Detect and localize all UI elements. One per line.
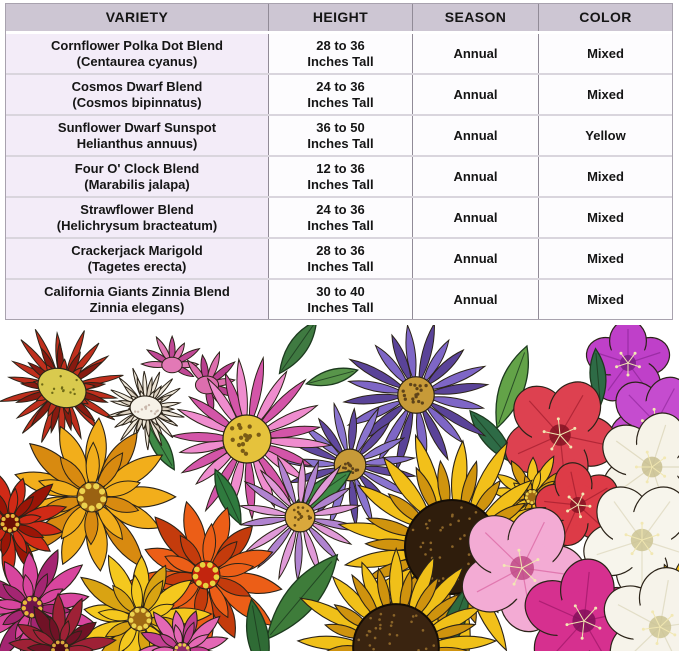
season-value: Annual bbox=[453, 250, 498, 266]
height-unit: Inches Tall bbox=[307, 299, 374, 315]
variety-name: Cosmos Dwarf Blend bbox=[71, 78, 203, 94]
season-value: Annual bbox=[453, 291, 498, 307]
color-cell bbox=[538, 239, 672, 278]
color-cell bbox=[538, 75, 672, 114]
color-cell bbox=[538, 34, 672, 73]
color-cell bbox=[538, 157, 672, 196]
variety-botanical: (Marabilis jalapa) bbox=[84, 176, 190, 192]
variety-botanical: (Centaurea cyanus) bbox=[76, 53, 198, 69]
season-value: Annual bbox=[453, 45, 498, 61]
header-variety bbox=[6, 4, 268, 31]
table-row bbox=[6, 155, 672, 196]
height-cell bbox=[268, 116, 412, 155]
header-season bbox=[412, 4, 538, 31]
table-row bbox=[6, 278, 672, 319]
color-value: Mixed bbox=[587, 86, 624, 102]
height-range: 28 to 36 bbox=[316, 242, 365, 258]
height-unit: Inches Tall bbox=[307, 135, 374, 151]
variety-name: Cornflower Polka Dot Blend bbox=[51, 37, 223, 53]
flower-leaf bbox=[306, 368, 357, 385]
season-cell bbox=[412, 75, 538, 114]
height-cell bbox=[268, 34, 412, 73]
header-height bbox=[268, 4, 412, 31]
variety-cell bbox=[6, 157, 268, 196]
variety-botanical: (Cosmos bipinnatus) bbox=[72, 94, 202, 110]
height-unit: Inches Tall bbox=[307, 53, 374, 69]
season-cell bbox=[412, 198, 538, 237]
color-value: Mixed bbox=[587, 168, 624, 184]
height-range: 28 to 36 bbox=[316, 37, 365, 53]
season-cell bbox=[412, 239, 538, 278]
table-row bbox=[6, 114, 672, 155]
color-value: Mixed bbox=[587, 209, 624, 225]
variety-name: Sunflower Dwarf Sunspot bbox=[57, 119, 217, 135]
variety-botanical: Helianthus annuus) bbox=[76, 135, 198, 151]
height-range: 12 to 36 bbox=[316, 160, 365, 176]
color-value: Mixed bbox=[587, 45, 624, 61]
height-cell bbox=[268, 157, 412, 196]
header-color bbox=[538, 4, 672, 31]
season-value: Annual bbox=[453, 86, 498, 102]
variety-cell bbox=[6, 116, 268, 155]
flower-leaf bbox=[279, 325, 316, 373]
flower-garden-illustration bbox=[0, 325, 679, 651]
variety-botanical: (Tagetes erecta) bbox=[87, 258, 187, 274]
variety-name: Four O' Clock Blend bbox=[74, 160, 200, 176]
header-height-label: HEIGHT bbox=[312, 8, 369, 25]
season-value: Annual bbox=[453, 168, 498, 184]
color-value: Yellow bbox=[585, 127, 626, 143]
height-unit: Inches Tall bbox=[307, 94, 374, 110]
variety-cell bbox=[6, 239, 268, 278]
variety-cell bbox=[6, 75, 268, 114]
table-row bbox=[6, 237, 672, 278]
variety-cell bbox=[6, 34, 268, 73]
table-row bbox=[6, 73, 672, 114]
table-row bbox=[6, 196, 672, 237]
height-unit: Inches Tall bbox=[307, 176, 374, 192]
height-unit: Inches Tall bbox=[307, 217, 374, 233]
height-cell bbox=[268, 280, 412, 319]
height-cell bbox=[268, 75, 412, 114]
header-variety-label: VARIETY bbox=[105, 8, 169, 25]
header-season-label: SEASON bbox=[444, 8, 507, 25]
height-range: 24 to 36 bbox=[316, 201, 365, 217]
variety-botanical: Zinnia elegans) bbox=[89, 299, 185, 315]
season-value: Annual bbox=[453, 209, 498, 225]
variety-name: California Giants Zinnia Blend bbox=[44, 283, 230, 299]
table-row bbox=[6, 31, 672, 73]
season-value: Annual bbox=[453, 127, 498, 143]
variety-botanical: (Helichrysum bracteatum) bbox=[56, 217, 218, 233]
seed-variety-table bbox=[5, 3, 673, 320]
flower-leaf bbox=[247, 600, 270, 651]
flower-bud bbox=[141, 336, 199, 376]
variety-cell bbox=[6, 280, 268, 319]
flower-straw bbox=[107, 368, 185, 450]
variety-name: Crackerjack Marigold bbox=[71, 242, 203, 258]
color-cell bbox=[538, 280, 672, 319]
height-cell bbox=[268, 198, 412, 237]
table-header-row bbox=[6, 4, 672, 31]
variety-cell bbox=[6, 198, 268, 237]
color-cell bbox=[538, 198, 672, 237]
color-cell bbox=[538, 116, 672, 155]
season-cell bbox=[412, 116, 538, 155]
color-value: Mixed bbox=[587, 291, 624, 307]
season-cell bbox=[412, 280, 538, 319]
height-unit: Inches Tall bbox=[307, 258, 374, 274]
height-range: 30 to 40 bbox=[316, 283, 365, 299]
header-color-label: COLOR bbox=[579, 8, 632, 25]
variety-name: Strawflower Blend bbox=[80, 201, 194, 217]
season-cell bbox=[412, 157, 538, 196]
height-range: 36 to 50 bbox=[316, 119, 365, 135]
height-range: 24 to 36 bbox=[316, 78, 365, 94]
height-cell bbox=[268, 239, 412, 278]
color-value: Mixed bbox=[587, 250, 624, 266]
season-cell bbox=[412, 34, 538, 73]
